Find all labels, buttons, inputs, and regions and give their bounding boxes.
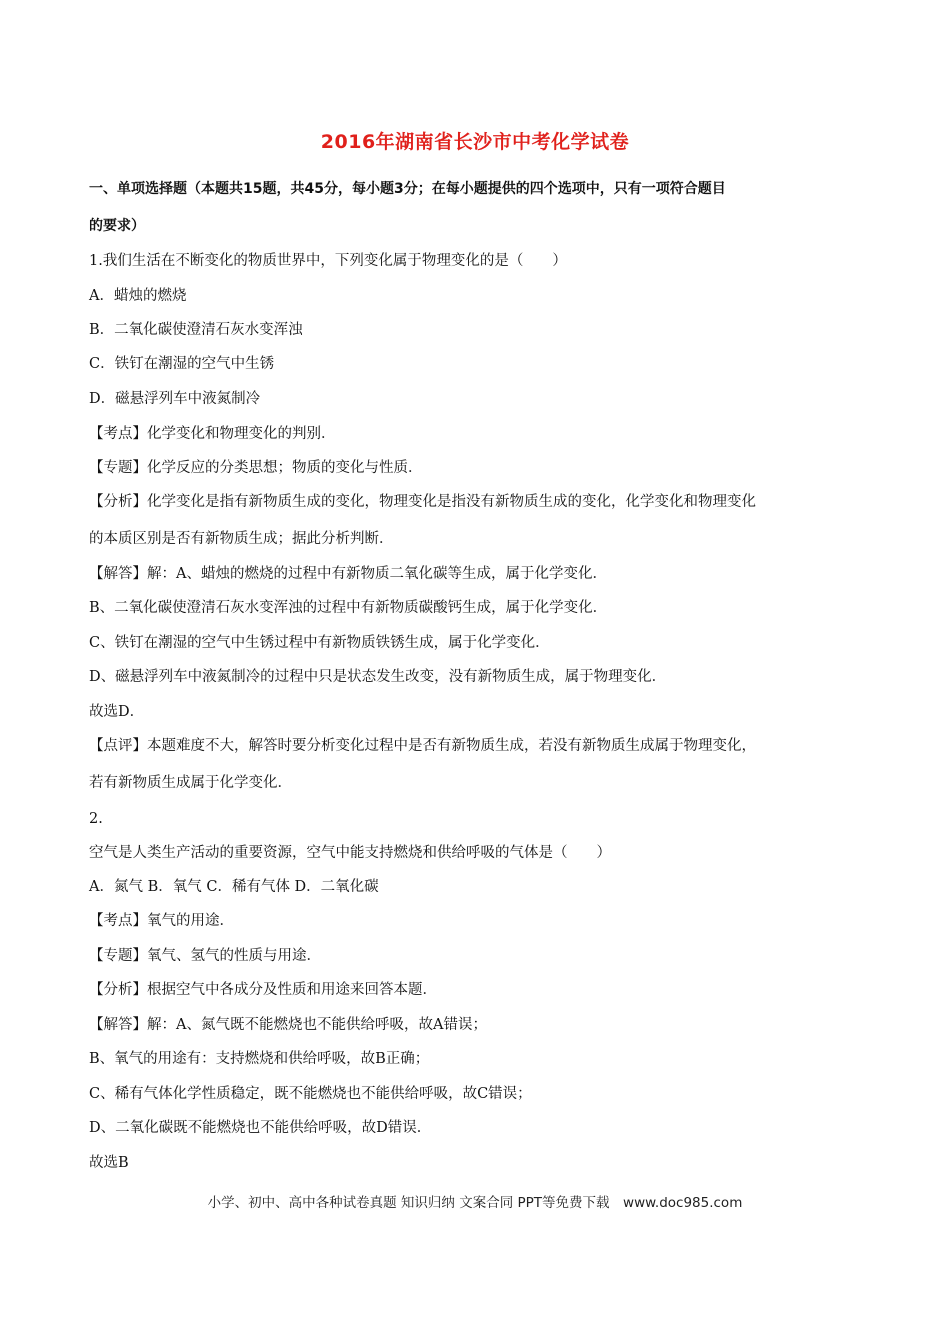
question-1-answer: 故选D． [89,704,145,720]
section-heading-line-2: 的要求） [89,218,145,234]
question-2-options: A．氮气 B．氧气 C．稀有气体 D．二氧化碳 [89,879,379,895]
question-2-answer: 故选B [89,1155,129,1171]
question-2-jieda-line-4: D、二氧化碳既不能燃烧也不能供给呼吸，故D错误． [89,1120,432,1136]
question-1-jieda-line-1: 【解答】解：A、蜡烛的燃烧的过程中有新物质二氧化碳等生成，属于化学变化． [89,566,607,582]
question-2-stem: 空气是人类生产活动的重要资源，空气中能支持燃烧和供给呼吸的气体是（ ） [89,845,611,861]
question-1-jieda-line-3: C、铁钉在潮湿的空气中生锈过程中有新物质铁锈生成，属于化学变化． [89,635,550,651]
question-2-fenxi: 【分析】根据空气中各成分及性质和用途来回答本题． [89,982,437,998]
question-1-stem: 1.我们生活在不断变化的物质世界中，下列变化属于物理变化的是（ ） [89,253,567,269]
page-title: 2016年湖南省长沙市中考化学试卷 [320,131,630,153]
section-heading-line-1: 一、单项选择题（本题共15题，共45分，每小题3分；在每小题提供的四个选项中，只有一项符合题目 [89,181,726,197]
question-2-kaodian: 【考点】氧气的用途． [89,913,234,929]
question-1-dianping-line-2: 若有新物质生成属于化学变化． [89,775,292,791]
question-1-option-d: D．磁悬浮列车中液氮制冷 [89,391,261,407]
question-1-fenxi-line-2: 的本质区别是否有新物质生成；据此分析判断． [89,531,394,547]
question-1-option-c: C．铁钉在潮湿的空气中生锈 [89,356,275,372]
question-1-kaodian: 【考点】化学变化和物理变化的判别． [89,426,336,442]
question-1-jieda-line-2: B、二氧化碳使澄清石灰水变浑浊的过程中有新物质碳酸钙生成，属于化学变化． [89,600,608,616]
question-1-option-a: A．蜡烛的燃烧 [89,288,187,304]
question-2-jieda-line-3: C、稀有气体化学性质稳定，既不能燃烧也不能供给呼吸，故C错误； [89,1086,532,1102]
question-2-number: 2. [89,811,103,827]
question-1-option-b: B．二氧化碳使澄清石灰水变浑浊 [89,322,303,338]
question-1-zhuanti: 【专题】化学反应的分类思想；物质的变化与性质． [89,460,423,476]
question-2-zhuanti: 【专题】氧气、氢气的性质与用途． [89,948,321,964]
question-1-fenxi-line-1: 【分析】化学变化是指有新物质生成的变化，物理变化是指没有新物质生成的变化，化学变化和物理变化 [89,494,756,510]
question-1-jieda-line-4: D、磁悬浮列车中液氮制冷的过程中只是状态发生改变，没有新物质生成，属于物理变化． [89,669,667,685]
question-2-jieda-line-2: B、氧气的用途有：支持燃烧和供给呼吸，故B正确； [89,1051,430,1067]
question-1-dianping-line-1: 【点评】本题难度不大，解答时要分析变化过程中是否有新物质生成，若没有新物质生成属于物理变化， [89,738,756,754]
page-footer: 小学、初中、高中各种试卷真题 知识归纳 文案合同 PPT等免费下载 www.doc985.com [207,1195,743,1211]
question-2-jieda-line-1: 【解答】解：A、氮气既不能燃烧也不能供给呼吸，故A错误； [89,1017,487,1033]
